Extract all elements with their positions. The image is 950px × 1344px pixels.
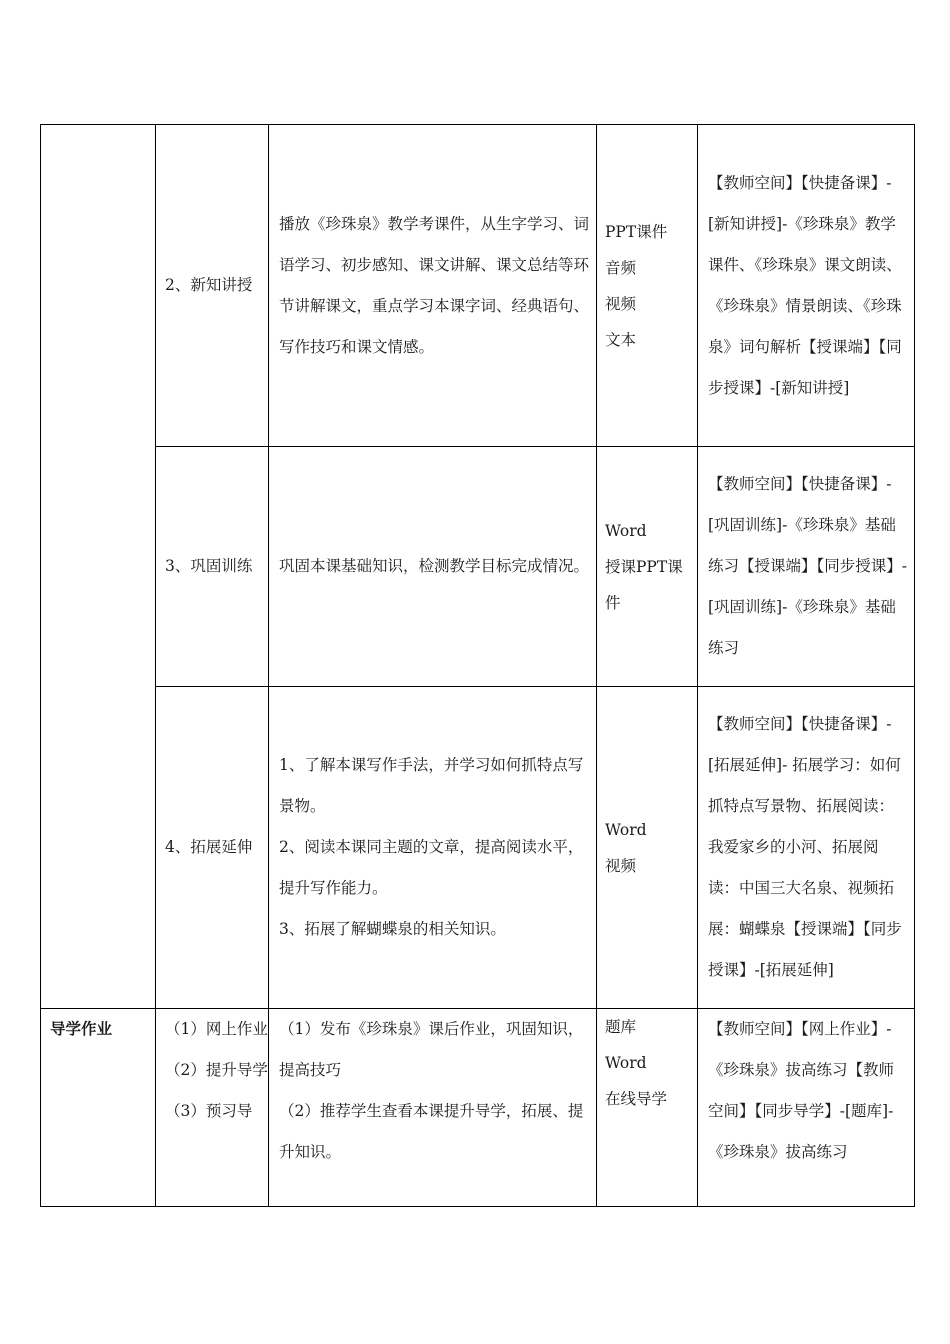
stage-cell: 2、新知讲授	[156, 125, 269, 447]
resource-item: 文本	[605, 330, 637, 349]
description-line: 2、阅读本课同主题的文章，提高阅读水平，提升写作能力。	[279, 838, 584, 897]
platform-links-cell: 【教师空间】【快捷备课】-[巩固训练]-《珍珠泉》基础练习【授课端】【同步授课】-[巩固训练]-《珍珠泉》基础练习	[698, 447, 915, 687]
lesson-plan-table	[40, 124, 915, 1207]
resource-item: Word	[605, 1054, 647, 1072]
resources-cell	[597, 125, 698, 447]
resources-cell	[597, 687, 698, 1009]
platform-links-cell: 【教师空间】【快捷备课】-[新知讲授]-《珍珠泉》教学课件、《珍珠泉》课文朗读、《珍珠泉》情景朗读、《珍珠泉》词句解析【授课端】【同步授课】-[新知讲授]	[698, 125, 915, 447]
resources-cell	[597, 1009, 698, 1207]
resource-item: 视频	[605, 294, 637, 313]
platform-links-cell: 【教师空间】【网上作业】-《珍珠泉》拔高练习【教师空间】【同步导学】-[题库]-《珍珠泉》拔高练习	[698, 1009, 915, 1207]
description-cell: 巩固本课基础知识，检测教学目标完成情况。	[269, 447, 597, 687]
resources-cell	[597, 447, 698, 687]
description-line: （2）推荐学生查看本课提升导学，拓展、提升知识。	[279, 1102, 584, 1161]
resource-item: 在线导学	[605, 1090, 668, 1108]
stage-cell: 4、拓展延伸	[156, 687, 269, 1009]
resource-item: 音频	[605, 258, 637, 277]
description-cell	[269, 1009, 597, 1207]
table-row	[41, 125, 915, 447]
resource-item: 题库	[605, 1018, 637, 1036]
resource-item: 授课PPT课件	[605, 557, 683, 612]
platform-links-cell: 【教师空间】【快捷备课】-[拓展延伸]- 拓展学习：如何抓特点写景物、拓展阅读：我爱家乡的小河、拓展阅读：中国三大名泉、视频拓展：蝴蝶泉【授课端】【同步授课】-[拓展延伸]	[698, 687, 915, 1009]
description-line: 1、了解本课写作手法，并学习如何抓特点写景物。	[279, 756, 584, 815]
homework-item: （3）预习导	[165, 1102, 253, 1120]
table-row	[41, 687, 915, 1009]
table-row	[41, 447, 915, 687]
description-line: 3、拓展了解蝴蝶泉的相关知识。	[279, 920, 506, 938]
resource-item: Word	[605, 820, 647, 839]
homework-item: （2）提升导学	[165, 1061, 268, 1079]
table-row	[41, 1009, 915, 1207]
description-cell	[269, 687, 597, 1009]
stage-cell: 3、巩固训练	[156, 447, 269, 687]
section-cell-empty	[41, 125, 156, 1009]
homework-item: （1）网上作业	[165, 1020, 268, 1038]
resource-item: Word	[605, 521, 647, 540]
description-cell: 播放《珍珠泉》教学考课件，从生字学习、词语学习、初步感知、课文讲解、课文总结等环节讲解课文，重点学习本课字词、经典语句、写作技巧和课文情感。	[269, 125, 597, 447]
description-line: （1）发布《珍珠泉》课后作业，巩固知识，提高技巧	[279, 1020, 584, 1079]
resource-item: 视频	[605, 856, 637, 875]
homework-items-cell	[156, 1009, 269, 1207]
section-title: 导学作业	[41, 1009, 156, 1207]
resource-item: PPT课件	[605, 222, 668, 241]
